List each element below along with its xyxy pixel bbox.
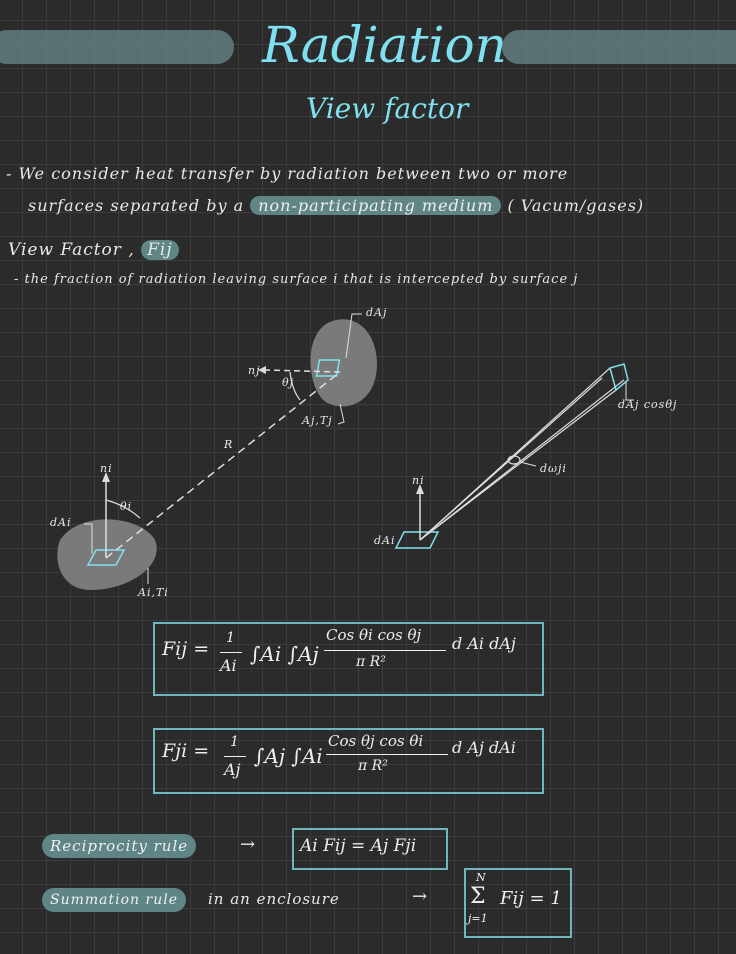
summation-text: in an enclosure [208,890,340,908]
label-dAj: dAj [366,306,388,319]
formula1-integrals: ∫Ai ∫Aj [250,642,319,666]
line-R [106,372,340,558]
label-AiTi: Ai,Ti [138,586,169,599]
formula1-den: π R² [356,654,386,670]
highlight-medium: non-participating medium [250,196,501,215]
page-subtitle: View factor [306,92,469,125]
reciprocity-formula: Ai Fij = Aj Fji [300,836,417,856]
label-AjTj: Aj,Tj [302,414,333,427]
intro-line-2 [28,196,644,215]
view-factor-symbol: Fij [141,240,179,260]
dAj-right-square [610,364,628,390]
summation-sigma: Σ [470,884,486,909]
surface-j-blob [311,319,377,406]
reciprocity-arrow: → [240,834,257,855]
formula1-frac-num: 1 [226,630,235,646]
page-title: Radiation [262,16,507,74]
formula1-frac-line [220,652,242,653]
summation-top: N [476,871,486,884]
formula2-frac-num: 1 [230,734,239,750]
formula1-frac-den: Ai [220,656,237,675]
summation-arrow: → [412,886,429,907]
formula2-frac-line [224,756,246,757]
label-nj: nj [248,364,261,377]
formula2-lhs: Fji = [162,740,210,762]
formula2-den: π R² [358,758,388,774]
header-bar-left [0,30,234,64]
view-factor-heading [8,240,179,260]
view-factor-definition: - the fraction of radiation leaving surface i that is intercepted by surface j [14,272,579,287]
label-theta-j: θj [282,376,295,389]
reciprocity-label: Reciprocity rule [42,834,196,858]
diagram-left [0,300,440,610]
dAi-right-square [396,532,438,548]
formula2-frac-den: Aj [224,760,241,779]
formula2-main-line [326,754,448,755]
formula2-integrals: ∫Aj ∫Ai [254,744,323,768]
view-factor-label: View Factor , [8,240,135,260]
label-theta-i: θi [120,500,133,513]
formula1-num: Cos θi cos θj [326,626,422,644]
label-R: R [224,438,234,451]
formula2-tail: d Aj dAi [452,738,516,757]
diagram-right [380,350,680,560]
label-dAi-right: dAi [374,534,396,547]
label-dAi-left: dAi [50,516,72,529]
summation-bottom: j=1 [468,912,488,925]
header-bar-right [502,30,736,64]
label-dAjcos: dAj cosθj [618,398,678,411]
label-ni-right: ni [412,474,425,487]
intro-line-1: - We consider heat transfer by radiation between two or more [6,164,569,183]
summation-formula: Fij = 1 [500,888,562,909]
formula1-tail: d Ai dAj [452,634,516,653]
label-dwji: dωji [540,462,567,475]
formula1-main-line [324,650,446,651]
label-ni-left: ni [100,462,113,475]
formula2-num: Cos θj cos θi [328,732,424,750]
intro-line-2-pre: surfaces separated by a [28,196,245,215]
summation-label: Summation rule [42,888,186,912]
formula1-lhs: Fij = [162,638,210,660]
intro-line-2-post: ( Vacum/gases) [507,196,645,215]
